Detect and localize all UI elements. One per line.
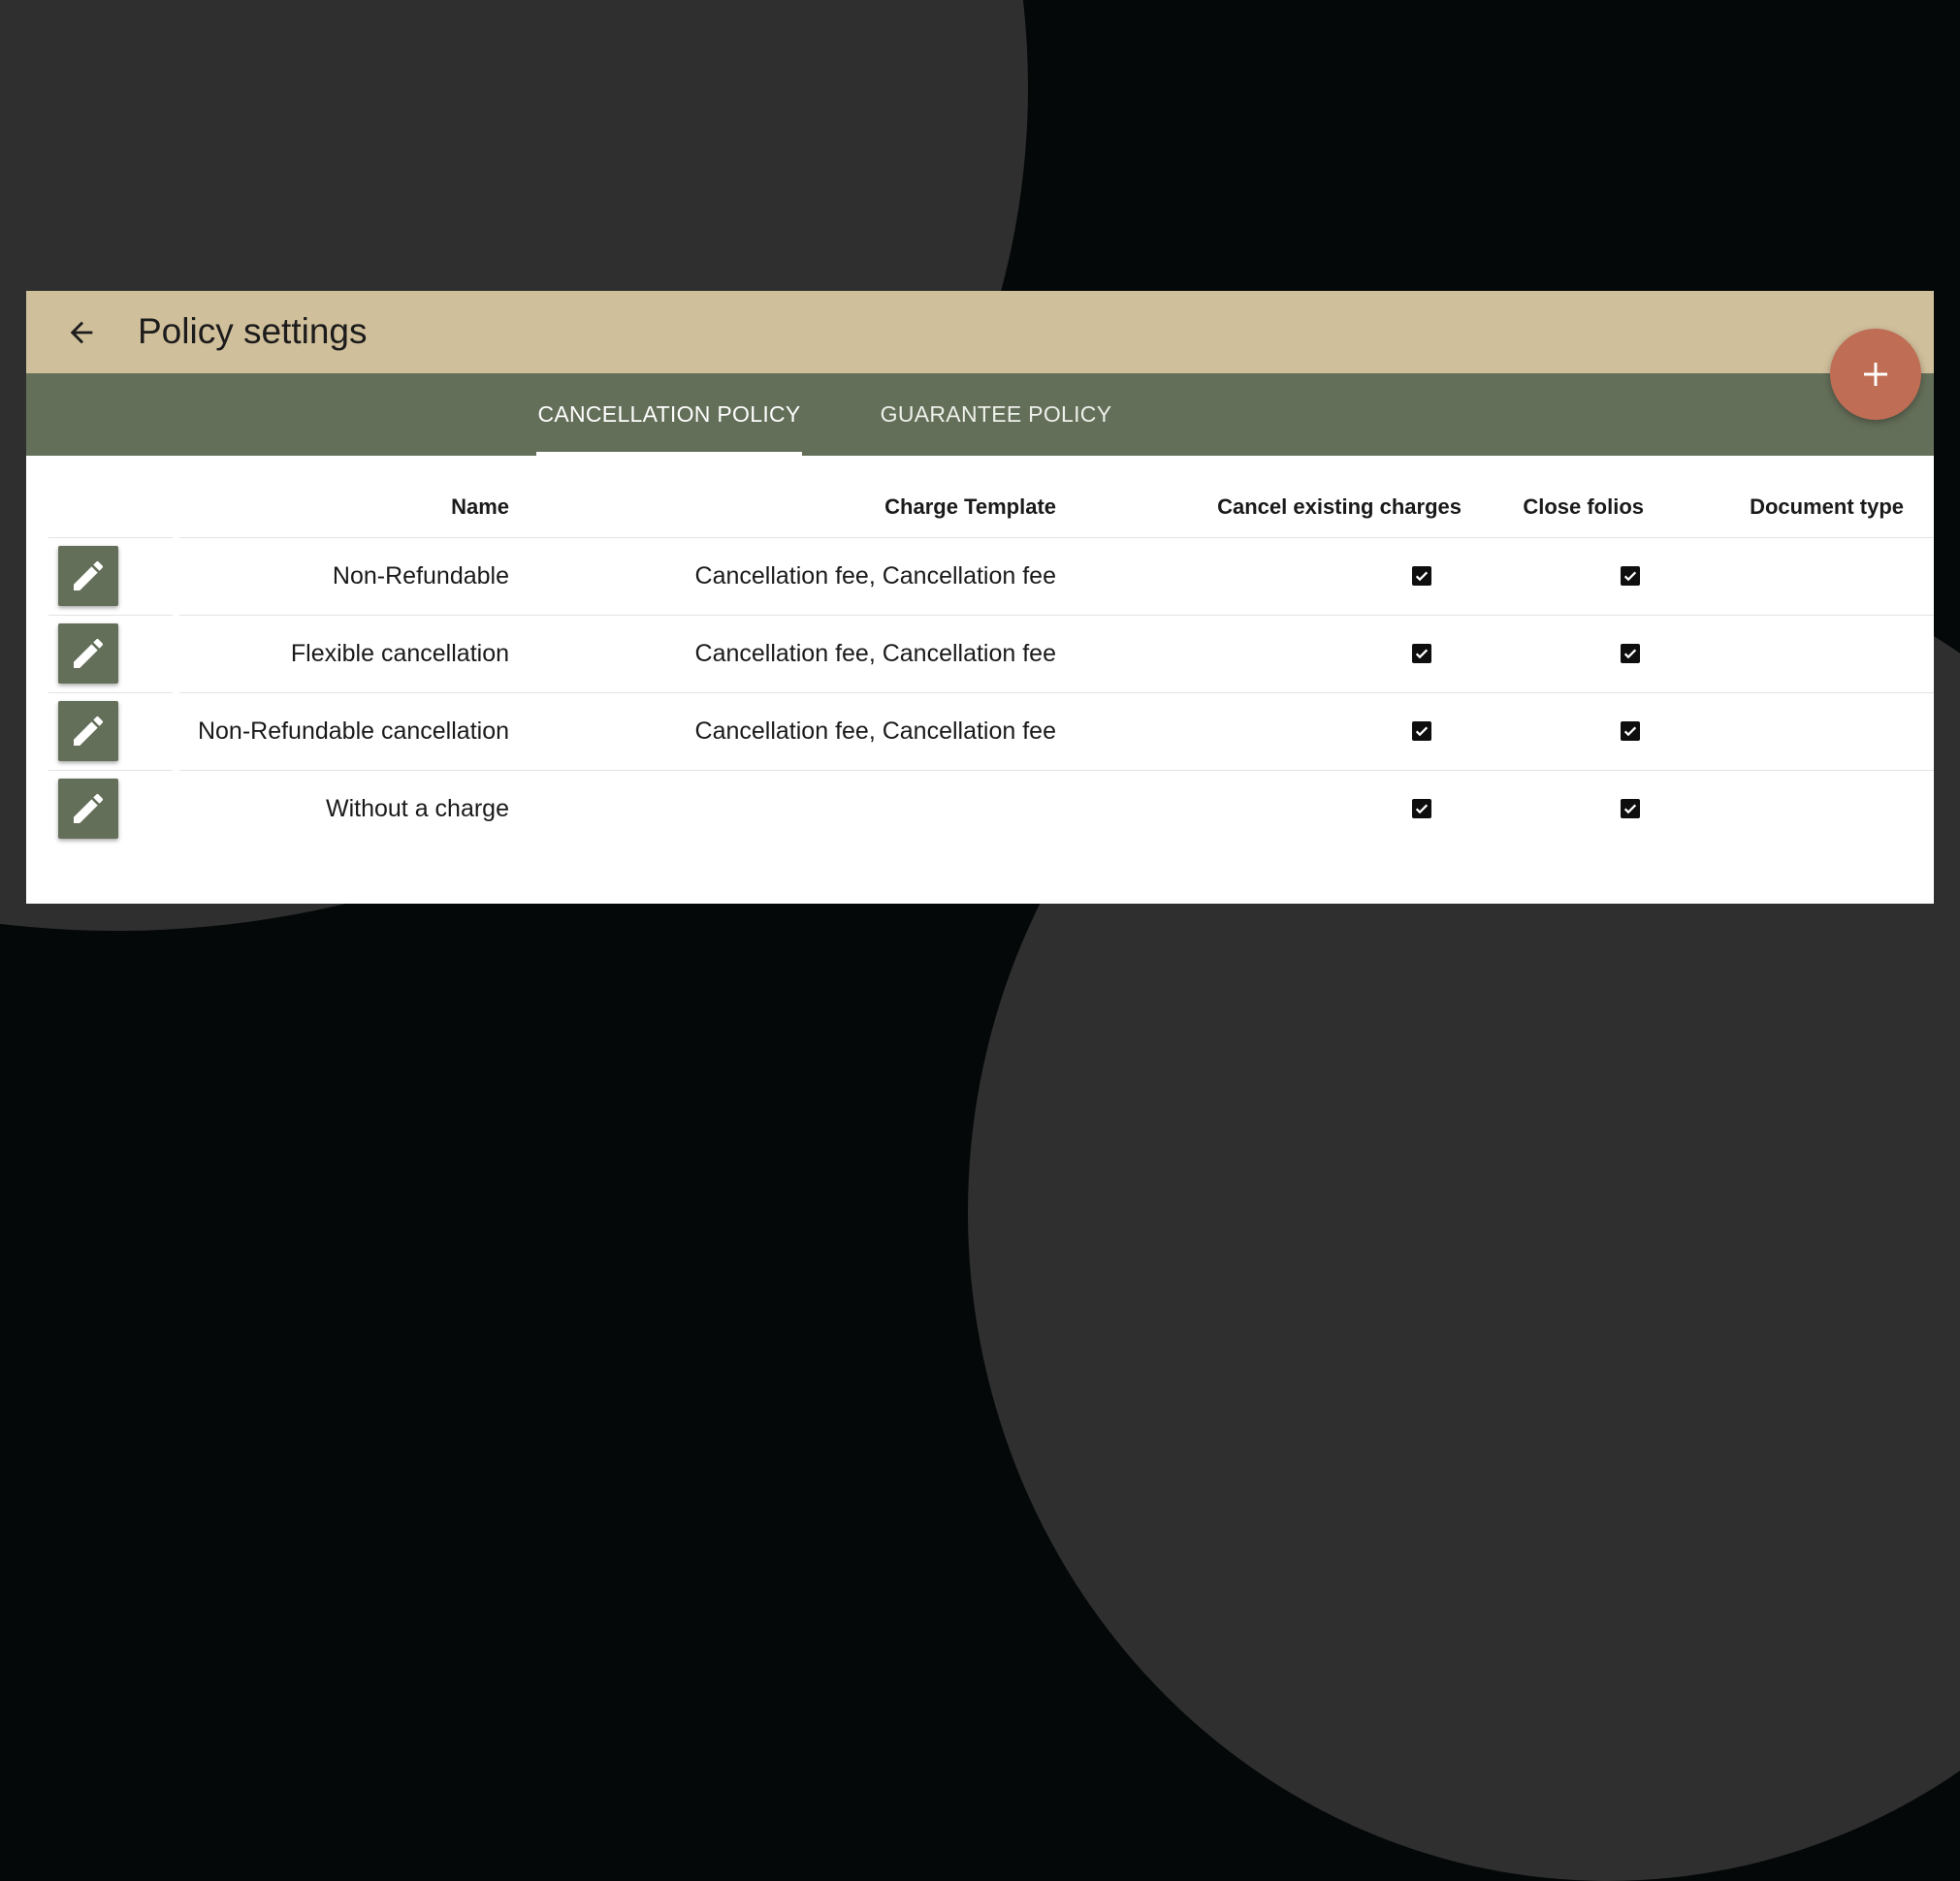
- checkbox-checked-icon: [1414, 723, 1430, 739]
- edit-button[interactable]: [58, 779, 118, 839]
- edit-button[interactable]: [58, 701, 118, 761]
- cell-charge-template: Cancellation fee, Cancellation fee: [694, 640, 1056, 667]
- close-folios-checkbox[interactable]: [1621, 799, 1640, 818]
- cancel-existing-charges-checkbox[interactable]: [1412, 799, 1431, 818]
- cancel-existing-charges-checkbox[interactable]: [1412, 721, 1431, 741]
- table-row: [26, 615, 1934, 692]
- column-header-cancel-existing-charges: Cancel existing charges: [1217, 494, 1462, 519]
- close-folios-checkbox[interactable]: [1621, 644, 1640, 663]
- row-divider: [48, 770, 173, 771]
- cell-charge-template: Cancellation fee, Cancellation fee: [694, 562, 1056, 590]
- column-header-name: Name: [451, 494, 509, 519]
- pencil-icon: [69, 789, 108, 828]
- cell-name: Without a charge: [326, 795, 509, 822]
- plus-icon: [1860, 359, 1891, 390]
- row-divider: [48, 692, 173, 693]
- cancel-existing-charges-checkbox[interactable]: [1412, 566, 1431, 586]
- row-divider: [48, 615, 173, 616]
- table-row: [26, 692, 1934, 770]
- cell-name: Non-Refundable: [332, 562, 509, 590]
- column-header-charge-template: Charge Template: [884, 494, 1056, 519]
- arrow-left-icon: [65, 316, 98, 349]
- cancel-existing-charges-checkbox[interactable]: [1412, 644, 1431, 663]
- table-row: [26, 537, 1934, 615]
- checkbox-checked-icon: [1414, 568, 1430, 584]
- cell-charge-template: [569, 770, 1056, 847]
- pencil-icon: [69, 557, 108, 595]
- cell-name: Non-Refundable cancellation: [197, 717, 509, 745]
- tab-cancellation-policy[interactable]: CANCELLATION POLICY: [537, 401, 801, 427]
- checkbox-checked-icon: [1623, 568, 1638, 584]
- active-tab-indicator: [536, 452, 802, 456]
- row-divider: [48, 537, 173, 538]
- checkbox-checked-icon: [1623, 646, 1638, 661]
- cell-charge-template: Cancellation fee, Cancellation fee: [694, 717, 1056, 745]
- back-button[interactable]: [61, 312, 102, 353]
- column-header-document-type: Document type: [1750, 494, 1904, 519]
- edit-button[interactable]: [58, 546, 118, 606]
- close-folios-checkbox[interactable]: [1621, 721, 1640, 741]
- close-folios-checkbox[interactable]: [1621, 566, 1640, 586]
- edit-button[interactable]: [58, 623, 118, 684]
- pencil-icon: [69, 712, 108, 750]
- checkbox-checked-icon: [1623, 723, 1638, 739]
- policy-settings-panel: [26, 291, 1934, 904]
- checkbox-checked-icon: [1414, 646, 1430, 661]
- add-policy-button[interactable]: [1830, 329, 1921, 420]
- page-title: Policy settings: [138, 311, 368, 351]
- checkbox-checked-icon: [1623, 801, 1638, 816]
- cell-name: Flexible cancellation: [290, 640, 509, 667]
- pencil-icon: [69, 634, 108, 673]
- app-bar: [26, 291, 1934, 373]
- tab-guarantee-policy[interactable]: GUARANTEE POLICY: [880, 401, 1112, 427]
- tab-bar: [26, 373, 1934, 456]
- table-row: [26, 770, 1934, 847]
- column-header-close-folios: Close folios: [1523, 494, 1644, 519]
- checkbox-checked-icon: [1414, 801, 1430, 816]
